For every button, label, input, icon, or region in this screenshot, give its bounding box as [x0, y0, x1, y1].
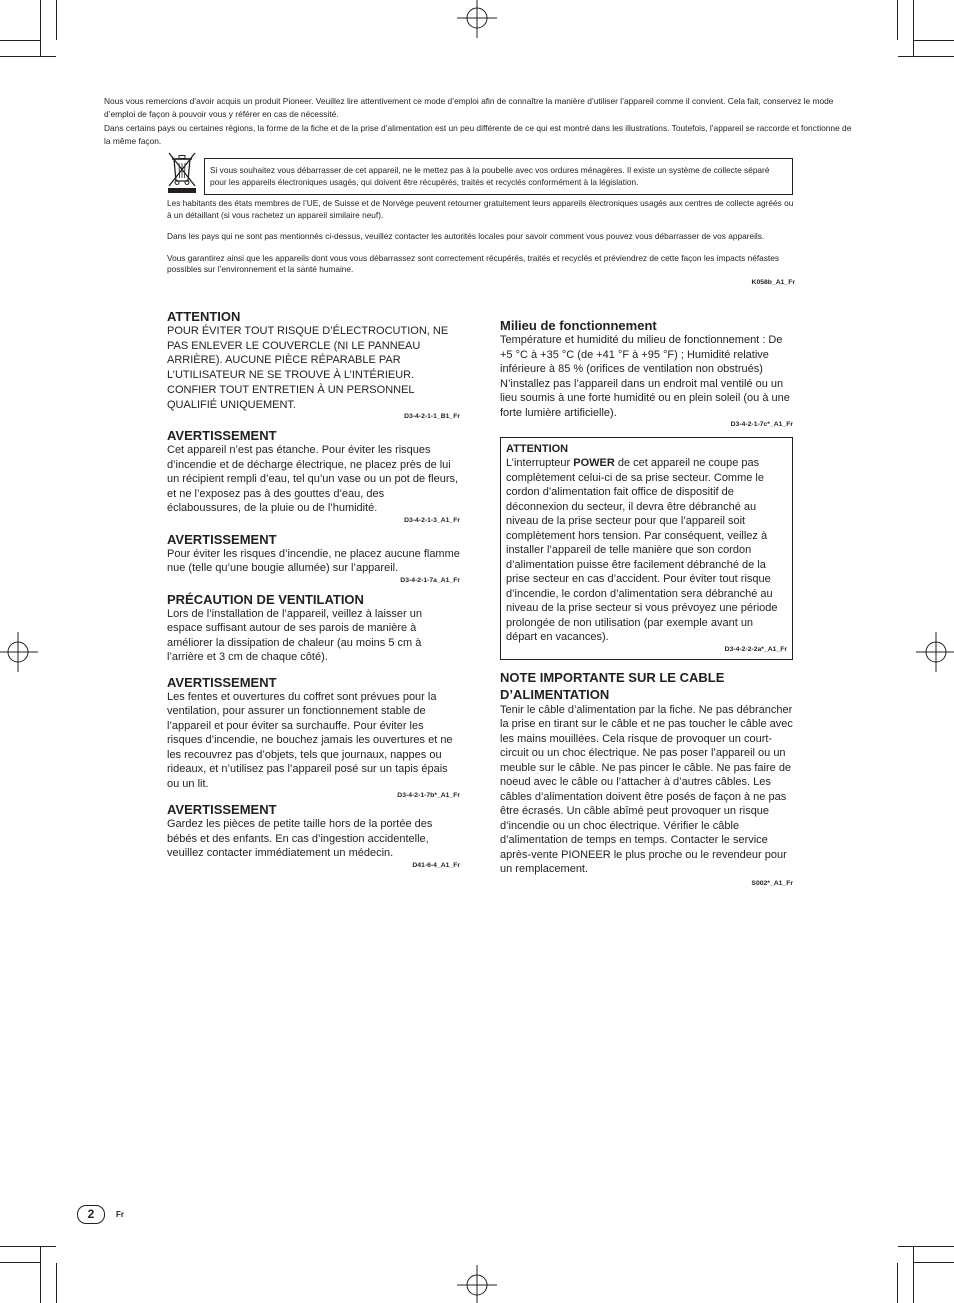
section-text: Tenir le câble d’alimentation par la fiche. Ne pas débrancher la prise en tirant sur le câble et ne pas toucher le câble avec les mains mouillées. Cela risque de provoquer un court-circuit ou un choc électrique. Ne pas poser l’appareil ou un meuble sur le câble. Ne pas pincer le câble. Ne pas faire de noeud avec le câble ou l’attacher à d’autres câbles. Les câbles d’alimentation doivent être posés de façon à ne pas être écrasés. Un câble abîmé peut provoquer un risque d’incendie ou un choc électrique. Vérifier le câble d’alimentation de temps en temps. Contacter le service après-vente PIONEER le plus proche ou le revendeur pour un remplacement.: [500, 703, 793, 875]
section-text: Pour éviter les risques d’incendie, ne placez aucune flamme nue (telle qu’une bougie allumée) sur l’appareil.: [167, 547, 460, 575]
reference-code: K058b_A1_Fr: [751, 278, 795, 286]
crop-mark: [40, 1247, 41, 1303]
crop-mark: [56, 0, 57, 40]
crop-mark: [898, 56, 954, 57]
registration-mark-icon: [0, 632, 40, 672]
reference-code: D3-4-2-1-7a_A1_Fr: [400, 576, 460, 584]
intro-paragraph: Nous vous remercions d’avoir acquis un produit Pioneer. Veuillez lire attentivement ce mode d’emploi afin de connaître la manière d’utiliser l’appareil comme il convient. Cela fait, conservez le mode d’emploi de façon à pouvoir vous y référer en cas de nécessité.: [104, 96, 834, 120]
power-label: POWER: [573, 457, 615, 469]
crop-mark: [0, 1246, 56, 1247]
crop-mark: [913, 0, 914, 56]
right-column: [500, 319, 793, 888]
crop-mark: [898, 1246, 954, 1247]
intro-text: [104, 95, 860, 149]
reference-code: D3-4-2-2-2a*_A1_Fr: [724, 645, 787, 653]
weee-notice-box: [204, 158, 793, 195]
left-column: [167, 310, 460, 870]
weee-paragraph: Dans les pays qui ne sont pas mentionnés ci-dessus, veuillez contacter les autorités locales pour savoir comment vous pouvez vous débarrasser de vos appareils.: [167, 231, 765, 242]
warning-section: [167, 533, 460, 585]
warning-section: [167, 803, 460, 870]
warning-section: [167, 593, 460, 665]
registration-mark-icon: [457, 1263, 497, 1303]
operating-environment-section: [500, 319, 793, 429]
section-text: Gardez les pièces de petite taille hors de la portée des bébés et des enfants. En cas d’ingestion accidentelle, veuillez contacter immédiatement un médecin.: [167, 818, 433, 860]
weee-paragraph: Vous garantirez ainsi que les appareils dont vous vous débarrassez sont correctement récupérés, traités et recyclés et préviendrez de cette façon les impacts néfastes possibles sur l’environnement et la santé humaine.: [167, 252, 779, 275]
crop-mark: [40, 0, 41, 56]
page-number: 2: [77, 1205, 105, 1224]
section-text: Température et humidité du milieu de fonctionnement : De +5 °C à +35 °C (de +41 °F à +95 °F) ; Humidité relative inférieure à 85 % (orifices de ventilation non obstrués): [500, 334, 783, 375]
registration-mark-icon: [457, 0, 497, 40]
section-text: Lors de l’installation de l’appareil, veillez à laisser un espace suffisant autour de ses parois de manière à améliorer la dissipation de chaleur (au moins 5 cm à l’arrière et 3 cm de chaque côté).: [167, 607, 422, 664]
section-text: Les fentes et ouvertures du coffret sont prévues pour la ventilation, pour assurer un fonctionnement stable de l’appareil et pour éviter sa surchauffe. Pour éviter les risques d’incendie, ne bouchez jamais les ouvertures et ne les recouvrez pas d’objets, tels que journaux, nappes ou rideaux, et n’utilisez pas l’appareil posé sur un tapis épais ou un lit.: [167, 690, 453, 790]
crop-mark: [913, 1247, 914, 1303]
section-text: Cet appareil n’est pas étanche. Pour éviter les risques d’incendie et de décharge électrique, ne placez près de lui un récipient rempli d’eau, tel qu’un vase ou un pot de fleurs, et ne l’exposez pas à des gouttes d’eau, des éclaboussures, de la pluie ou de l’humidité.: [167, 444, 459, 515]
crop-mark: [0, 40, 40, 41]
crop-mark: [56, 1263, 57, 1303]
warning-section: [167, 429, 460, 525]
crop-mark: [897, 1263, 898, 1303]
warning-section: [167, 676, 460, 801]
reference-code: D3-4-2-1-7c*_A1_Fr: [730, 421, 793, 428]
reference-code: D3-4-2-1-7b*_A1_Fr: [397, 792, 460, 800]
section-text: N’installez pas l’appareil dans un endroit mal ventilé ou un lieu soumis à une forte humidité ou en plein soleil (ou à une forte lumière artificielle).: [500, 377, 790, 419]
section-title: AVERTISSEMENT: [167, 674, 277, 690]
registration-mark-icon: [914, 632, 954, 672]
page-language: Fr: [116, 1210, 124, 1219]
weee-text: [167, 198, 795, 287]
reference-code: D3-4-2-1-1_B1_Fr: [404, 413, 460, 421]
power-cable-section: [500, 669, 793, 888]
section-title: AVERTISSEMENT: [167, 802, 277, 818]
section-title: AVERTISSEMENT: [167, 428, 277, 444]
box-text: L’interrupteur POWER de cet appareil ne coupe pas complètement celui-ci de sa prise secteur. Comme le cordon d’alimentation fait office de dispositif de déconnexion du secteur, il devra être débranché au niveau de la prise secteur pour que l’appareil soit complètement hors tension. Par conséquent, veillez à installer l’appareil de telle manière que son cordon d’alimentation puisse être facilement débranché de la prise secteur en cas d’accident. Pour éviter tout risque d’incendie, le cordon d’alimentation sera débranché au niveau de la prise secteur si vous prévoyez une période prolongée de non utilisation (par exemple avant un départ en vacances).: [506, 457, 778, 643]
crop-mark: [897, 0, 898, 40]
crop-mark: [0, 1262, 40, 1263]
crossed-out-wheeled-bin-icon: [166, 151, 198, 195]
intro-paragraph: Dans certains pays ou certaines régions, la forme de la fiche et de la prise d’alimentation est un peu différente de ce qui est montré dans les illustrations. Toutefois, l’appareil se raccorde et fonctionne de la même façon.: [104, 122, 852, 147]
reference-code: D3-4-2-1-3_A1_Fr: [404, 516, 460, 524]
section-title: AVERTISSEMENT: [167, 531, 277, 547]
warning-section: [167, 310, 460, 421]
crop-mark: [914, 40, 954, 41]
box-title: ATTENTION: [506, 443, 569, 455]
power-switch-attention-box: [500, 437, 793, 660]
section-title: Milieu de fonctionnement: [500, 318, 657, 333]
section-text: POUR ÉVITER TOUT RISQUE D’ÉLECTROCUTION, NE PAS ENLEVER LE COUVERCLE (NI LE PANNEAU ARRIÈRE). AUCUNE PIÈCE RÉPARABLE PAR L’UTILISATEUR NE SE TROUVE À L’INTÉRIEUR. CONFIER TOUT ENTRETIEN À UN PERSONNEL QUALIFIÉ UNIQUEMENT.: [167, 325, 449, 411]
section-title: PRÉCAUTION DE VENTILATION: [167, 591, 364, 607]
section-title: NOTE IMPORTANTE SUR LE CABLE D’ALIMENTATION: [500, 669, 725, 702]
section-title: ATTENTION: [167, 309, 241, 324]
weee-paragraph: Les habitants des états membres de l’UE, de Suisse et de Norvège peuvent retourner gratuitement leurs appareils électroniques usagés aux centres de collecte agréés ou à un détaillant (si vous rachetez un appareil similaire neuf).: [167, 198, 794, 220]
reference-code: S002*_A1_Fr: [751, 879, 793, 887]
weee-box-text: Si vous souhaitez vous débarrasser de cet appareil, ne le mettez pas à la poubelle avec vos ordures ménagères. Il existe un système de collecte séparé pour les appareils électroniques usagés, qui doivent être récupérés, traités et recyclés conformément à la législation.: [210, 165, 770, 187]
reference-code: D41-6-4_A1_Fr: [412, 861, 460, 869]
crop-mark: [914, 1262, 954, 1263]
crop-mark: [0, 56, 56, 57]
